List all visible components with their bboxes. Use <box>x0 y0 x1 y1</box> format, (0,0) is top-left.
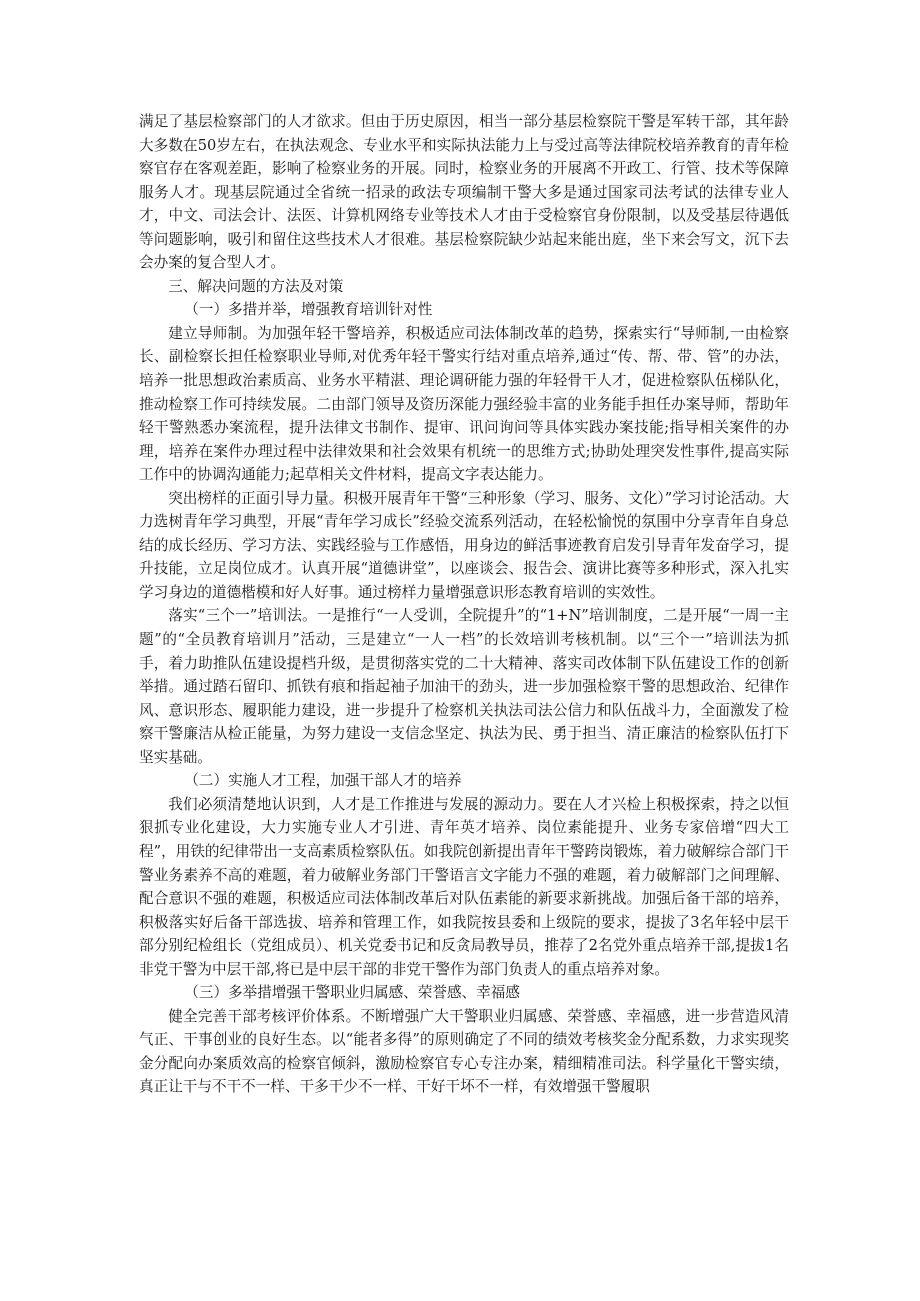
subsection-heading-3: （三）多举措增强干警职业归属感、荣誉感、幸福感 <box>184 984 520 1002</box>
evaluation-system-paragraph: 健全完善干部考核评价体系。不断增强广大干警职业归属感、荣誉感、幸福感，进一步营造风清气正、干事创业的良好生态。以“能者多得”的原则确定了不同的绩效考核奖金分配系数，力求实现奖金分配向办案质效高的检察官倾斜，激励检察官专心专注办案，精细精准司法。科学量化干警实绩，真正让干与不干不一样、干多干少不一样、干好干坏不一样，有效增强干警履职 <box>139 1007 789 1096</box>
subsection-heading-2: （二）实施人才工程，加强干部人才的培养 <box>184 772 462 790</box>
intro-paragraph: 满足了基层检察部门的人才欲求。但由于历史原因，相当一部分基层检察院干警是军转干部，其年龄大多数在50岁左右，在执法观念、专业水平和实际执法能力上与受过高等法律院校培养教育的青年检察官存在客观差距，影响了检察业务的开展。同时，检察业务的开展离不开政工、行管、技术等保障服务人才。现基层院通过全省统一招录的政法专项编制干警大多是通过国家司法考试的法律专业人才，中文、司法会计、法医、计算机网络专业等技术人才由于受检察官身份限制，以及受基层待遇低等问题影响，吸引和留住这些技术人才很难。基层检察院缺少站起来能出庭，坐下来会写文，沉下去会办案的复合型人才。 <box>139 113 789 272</box>
three-ones-training-paragraph: 落实“三个一”培训法。一是推行“一人受训，全院提升”的“1+N”培训制度，二是开展“一周一主题”的“全员教育培训月”活动，三是建立“一人一档”的长效培训考核机制。以“三个一”培训法为抓手，着力助推队伍建设提档升级，是贯彻落实党的二十大精神、落实司改体制下队伍建设工作的创新举措。通过踏石留印、抓铁有痕和指起袖子加油干的劲头，进一步加强检察干警的思想政治、纪律作风、意识形态、履职能力建设，进一步提升了检察机关执法司法公信力和队伍战斗力，全面激发了检察干警廉洁从检正能量，为努力建设一支信念坚定、执法为民、勇于担当、清正廉洁的检察队伍打下坚实基础。 <box>139 607 789 766</box>
role-model-paragraph: 突出榜样的正面引导力量。积极开展青年干警“三种形象（学习、服务、文化）”学习讨论活动。大力选树青年学习典型，开展“青年学习成长”经验交流系列活动，在轻松愉悦的氛围中分享青年自身总结的成长经历、学习方法、实践经验与工作感悟，用身边的鲜活事迹教育启发引导青年发奋学习，提升技能，立足岗位成才。认真开展“道德讲堂”，以座谈会、报告会、演讲比赛等多种形式，深入扎实学习身边的道德楷模和好人好事。通过榜样力量增强意识形态教育培训的实效性。 <box>139 489 789 601</box>
section-heading-3: 三、解决问题的方法及对策 <box>168 277 344 295</box>
talent-project-paragraph: 我们必须清楚地认识到，人才是工作推进与发展的源动力。要在人才兴检上积极探索，持之以恒狠抓专业化建设，大力实施专业人才引进、青年英才培养、岗位素能提升、业务专家倍增“四大工程”，用铁的纪律带出一支高素质检察队伍。如我院创新提出青年干警跨岗锻炼，着力破解综合部门干警业务素养不高的难题，着力破解业务部门干警语言文字能力不强的难题，着力破解部门之间理解、配合意识不强的难题，积极适应司法体制改革后对队伍素能的新要求新挑战。加强后备干部的培养，积极落实好后备干部选拔、培养和管理工作，如我院按县委和上级院的要求，提拔了3名年轻中层干部分别纪检组长（党组成员）、机关党委书记和反贪局教导员，推荐了2名党外重点培养干部,提拔1名非党干警为中层干部,将已是中层干部的非党干警作为部门负责人的重点培养对象。 <box>139 795 789 978</box>
mentor-system-paragraph: 建立导师制。为加强年轻干警培养，积极适应司法体制改革的趋势，探索实行“导师制,一由检察长、副检察长担任检察职业导师,对优秀年轻干警实行结对重点培养,通过“传、帮、带、管”的办法，培养一批思想政治素质高、业务水平精湛、理论调研能力强的年轻骨干人才，促进检察队伍梯队化，推动检察工作可持续发展。二由部门领导及资历深能力强经验丰富的业务能手担任办案导师，帮助年轻干警熟悉办案流程，提升法律文书制作、提审、讯问询问等具体实践办案技能;指导相关案件的办理，培养在案件办理过程中法律效果和社会效果有机统一的思维方式;协助处理突发性事件,提高实际工作中的协调沟通能力;起草相关文件材料，提高文字表达能力。 <box>139 324 789 484</box>
document-page <box>139 110 789 1099</box>
subsection-heading-1: （一）多措并举，增强教育培训针对性 <box>184 301 433 319</box>
